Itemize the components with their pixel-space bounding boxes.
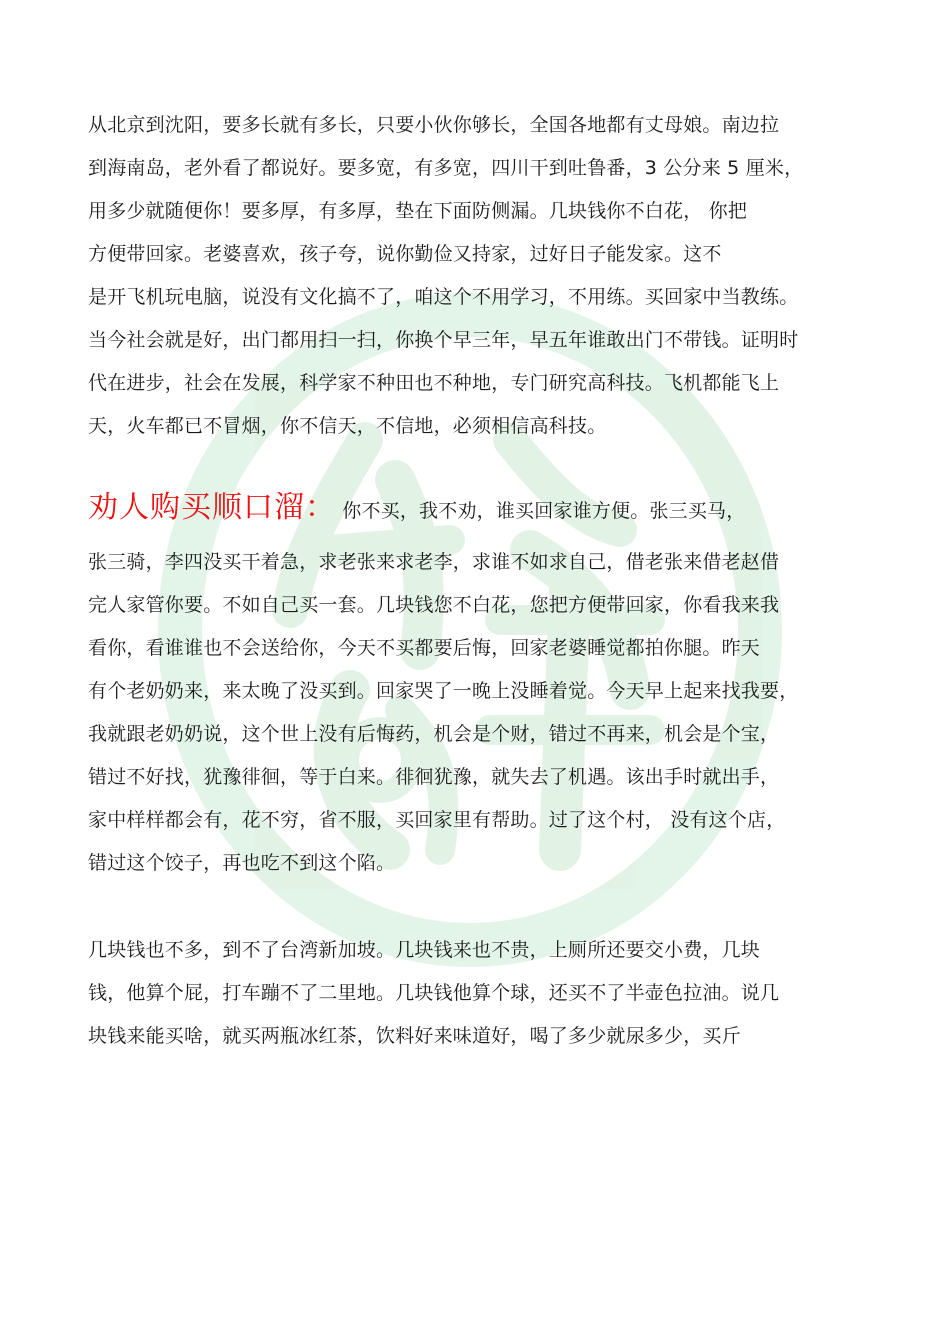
- text-line: 错过不好找，犹豫徘徊，等于白来。徘徊犹豫，就失去了机遇。该出手时就出手，: [88, 766, 780, 788]
- document-page: [88, 104, 888, 1058]
- heading-line-text: 你不买，我不劝，谁买回家谁方便。张三买马，: [336, 500, 746, 522]
- text-line: 完人家管你要。不如自己买一套。几块钱您不白花，您把方便带回家，你看我来我: [88, 594, 780, 616]
- text-line: 张三骑，李四没买干着急，求老张来求老李，求谁不如求自己，借老张来借老赵借: [88, 551, 780, 573]
- text-line: 看你，看谁谁也不会送给你，今天不买都要后悔，回家老婆睡觉都拍你腿。昨天: [88, 637, 761, 659]
- text-line: 几块钱也不多，到不了台湾新加坡。几块钱来也不贵，上厕所还要交小费，几块: [88, 939, 761, 961]
- text-line: 天，火车都已不冒烟，你不信天，不信地，必须相信高科技。: [88, 415, 607, 437]
- text-line: 家中样样都会有，花不穷，省不服，买回家里有帮助。过了这个村， 没有这个店，: [88, 809, 786, 831]
- text-line: 用多少就随便你！要多厚，有多厚，垫在下面防侧漏。几块钱你不白花， 你把: [88, 200, 748, 222]
- text-line: 是开飞机玩电脑，说没有文化搞不了，咱这个不用学习，不用练。买回家中当教练。: [88, 286, 799, 308]
- paragraph-persuasion: [88, 478, 888, 885]
- text-line: 到海南岛，老外看了都说好。要多宽，有多宽，四川干到吐鲁番，3 公分来 5 厘米，: [88, 157, 804, 179]
- text-line: 当今社会就是好，出门都用扫一扫，你换个早三年，早五年谁敢出门不带钱。证明时: [88, 329, 799, 351]
- section-heading: 劝人购买顺口溜：: [88, 490, 336, 525]
- text-line: 钱，他算个屁，打车蹦不了二里地。几块钱他算个球，还买不了半壶色拉油。说几: [88, 982, 780, 1004]
- paragraph-intro: [88, 104, 888, 448]
- text-line: 代在进步，社会在发展，科学家不种田也不种地，专门研究高科技。飞机都能飞上: [88, 372, 780, 394]
- text-line: 从北京到沈阳，要多长就有多长，只要小伙你够长，全国各地都有丈母娘。南边拉: [88, 114, 780, 136]
- text-line: 块钱来能买啥，就买两瓶冰红茶，饮料好来味道好，喝了多少就尿多少，买斤: [88, 1025, 741, 1047]
- heading-line: [88, 478, 888, 541]
- paragraph-price: [88, 929, 888, 1058]
- text-line: 方便带回家。老婆喜欢，孩子夸，说你勤俭又持家，过好日子能发家。这不: [88, 243, 722, 265]
- text-line: 有个老奶奶来，来太晚了没买到。回家哭了一晚上没睡着觉。今天早上起来找我要，: [88, 680, 799, 702]
- text-line: 错过这个饺子，再也吃不到这个陷。: [88, 852, 396, 874]
- text-line: 我就跟老奶奶说，这个世上没有后悔药，机会是个财，错过不再来，机会是个宝，: [88, 723, 780, 745]
